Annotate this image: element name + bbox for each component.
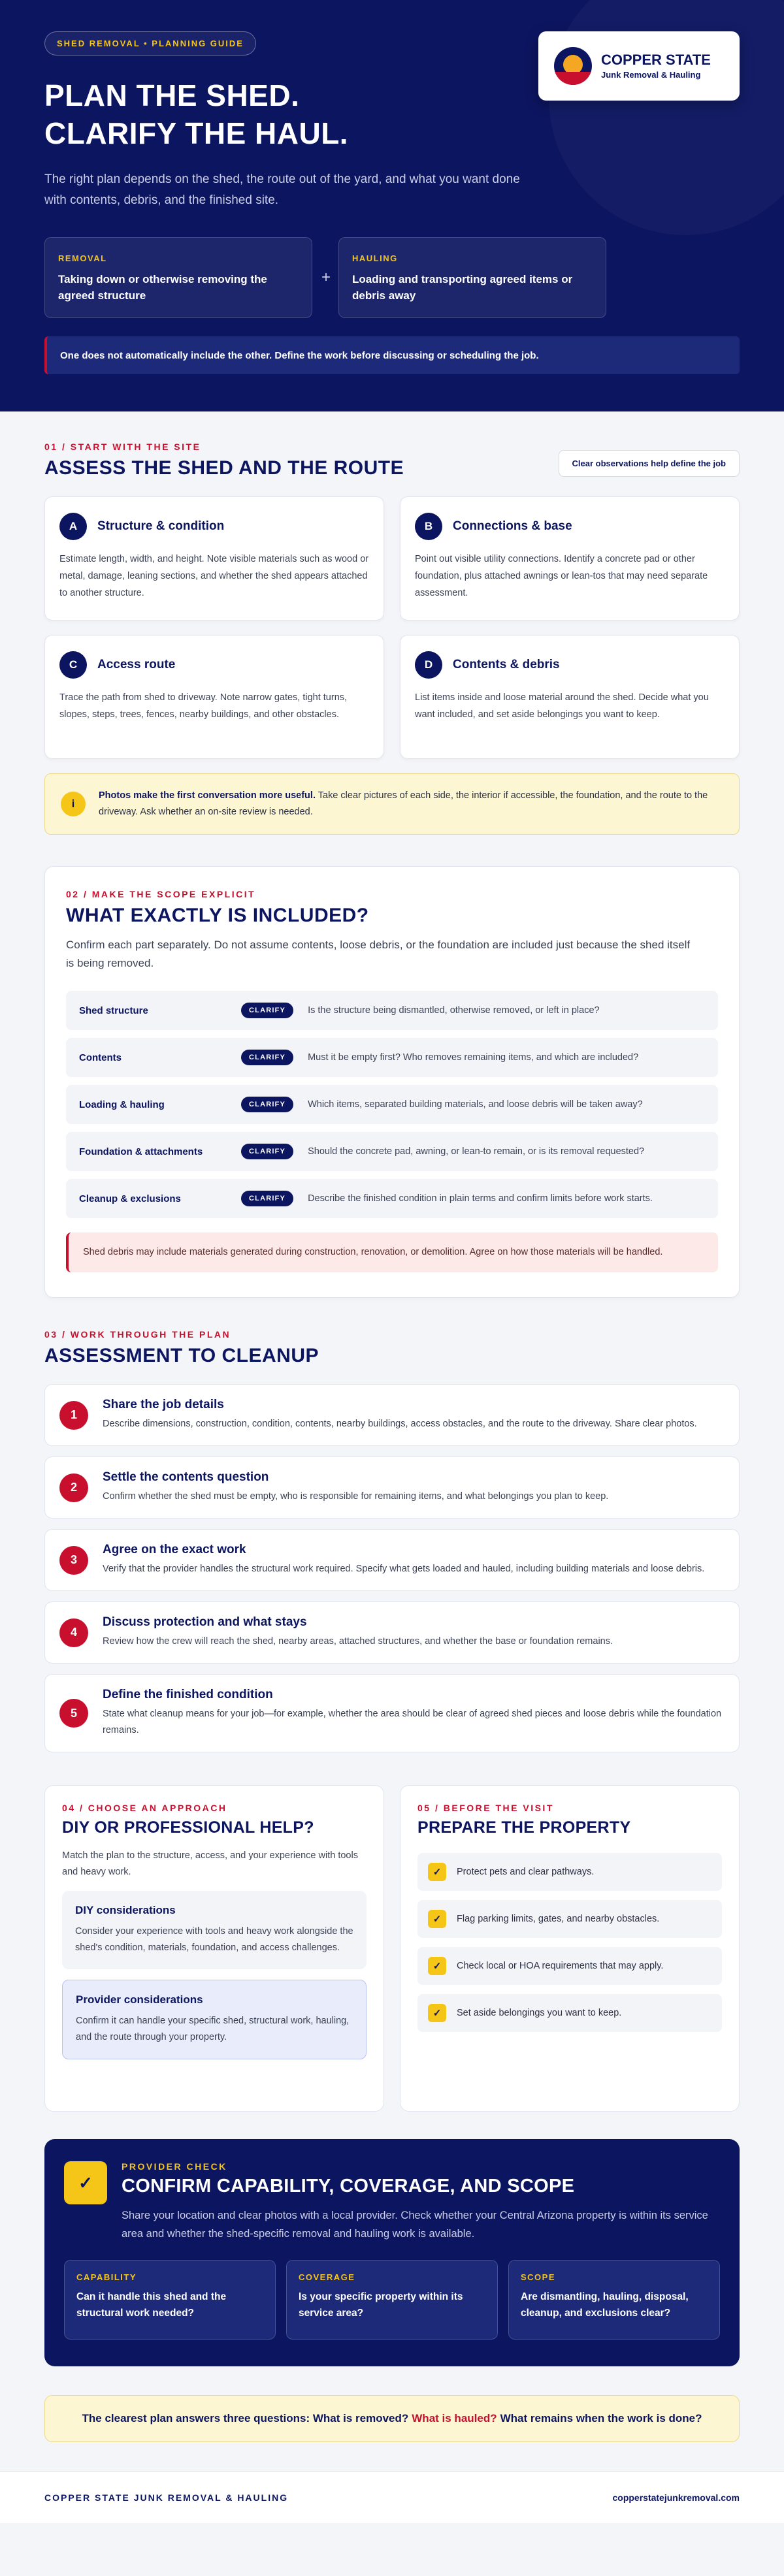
step-item (44, 1384, 740, 1446)
page-footer (0, 2471, 784, 2523)
assess-grid (44, 496, 740, 759)
section-kicker: PROVIDER CHECK (122, 2161, 227, 2172)
checklist-text: Flag parking limits, gates, and nearby obstacles. (457, 1914, 660, 1924)
checklist-text: Set aside belongings you want to keep. (457, 2008, 622, 2018)
scope-row-name: Foundation & attachments (79, 1146, 203, 1157)
diy-body: Consider your experience with tools and heavy work alongside the shed's condition, materials, foundation, and access challenges. (75, 1926, 353, 1953)
diy-box (62, 1891, 367, 1969)
scope-row-text: Must it be empty first? Who removes remaining items, and which are included? (308, 1052, 639, 1063)
checklist-text: Check local or HOA requirements that may apply. (457, 1961, 664, 1971)
clarify-badge: CLARIFY (241, 1191, 293, 1206)
step-title: Share the job details (103, 1398, 224, 1411)
section-kicker: 01 / START WITH THE SITE (44, 442, 201, 452)
card-label: COVERAGE (299, 2272, 355, 2282)
assess-card (400, 496, 740, 620)
letter-badge: B (415, 513, 442, 540)
removal-card (44, 237, 312, 318)
definition-row (44, 237, 740, 318)
hauling-card (338, 237, 606, 318)
check-icon: ✓ (428, 2004, 446, 2022)
scope-row-name: Shed structure (79, 1005, 148, 1016)
hauling-text: Loading and transporting agreed items or debris away (352, 273, 573, 302)
scope-row (66, 991, 718, 1030)
card-body: Trace the path from shed to driveway. Note narrow gates, tight turns, slopes, steps, trees, fences, nearby buildings, and other obstacles. (59, 692, 348, 720)
section-kicker: 02 / MAKE THE SCOPE EXPLICIT (66, 889, 256, 899)
assess-section (44, 442, 740, 835)
step-body: Confirm whether the shed must be empty, who is responsible for remaining items, and what belongings you plan to keep. (103, 1491, 609, 1502)
assess-card (44, 635, 384, 759)
plus-icon: + (321, 268, 331, 286)
provider-title: Provider considerations (76, 1993, 203, 2006)
steps-list (44, 1384, 740, 1752)
approach-lead: Match the plan to the structure, access, and your experience with tools and heavy work. (62, 1850, 358, 1877)
section-title: ASSESSMENT TO CLEANUP (44, 1345, 319, 1366)
step-title: Define the finished condition (103, 1688, 273, 1701)
scope-row-name: Contents (79, 1052, 122, 1063)
card-title: Contents & debris (453, 658, 560, 671)
observations-chip: Clear observations help define the job (559, 450, 740, 477)
scope-lead: Confirm each part separately. Do not assume contents, loose debris, or the foundation are included just because the shed itself is being removed. (66, 939, 691, 969)
scope-row-name: Cleanup & exclusions (79, 1193, 181, 1204)
scope-rows (66, 991, 718, 1218)
step-body: Describe dimensions, construction, condition, contents, nearby buildings, access obstacles, and the route to the driveway. Share clear photos. (103, 1419, 697, 1429)
scope-row-text: Should the concrete pad, awning, or lean-to remain, or is its removal requested? (308, 1146, 645, 1157)
step-item (44, 1674, 740, 1752)
check-icon: ✓ (428, 1957, 446, 1975)
section-kicker: 05 / BEFORE THE VISIT (417, 1803, 554, 1813)
assess-card (400, 635, 740, 759)
checklist-item (417, 1947, 722, 1985)
tip-rest: Take clear pictures of each side, the interior if accessible, the foundation, and the route to the driveway. Ask whether an on-site review is needed. (99, 790, 708, 817)
card-body: List items inside and loose material around the shed. Decide what you want included, and set aside belongings you want to keep. (415, 692, 709, 720)
clarify-badge: CLARIFY (241, 1144, 293, 1159)
check-icon: ✓ (428, 1910, 446, 1928)
provider-box (62, 1980, 367, 2059)
coverage-card (286, 2260, 498, 2340)
sunset-logo-icon (554, 47, 592, 85)
hero-note: One does not automatically include the other. Define the work before discussing or scheduling the job. (44, 336, 740, 374)
section-title: CONFIRM CAPABILITY, COVERAGE, AND SCOPE (122, 2176, 575, 2197)
card-text: Is your specific property within its service area? (299, 2291, 463, 2319)
debris-note: Shed debris may include materials generated during construction, renovation, or demolition. Agree on how those materials will be handled. (66, 1232, 718, 1272)
provider-lead: Share your location and clear photos with a local provider. Check whether your Central Arizona property is within its service area and whether the shed-specific removal and hauling work is available. (122, 2210, 708, 2240)
footer-brand: COPPER STATE JUNK REMOVAL & HAULING (44, 2492, 289, 2503)
scope-row (66, 1179, 718, 1218)
letter-badge: D (415, 651, 442, 679)
letter-badge: C (59, 651, 87, 679)
checklist-item (417, 1900, 722, 1938)
section-kicker: 04 / CHOOSE AN APPROACH (62, 1803, 227, 1813)
checklist (417, 1853, 722, 2032)
steps-section (44, 1329, 740, 1752)
card-label: CAPABILITY (76, 2272, 137, 2282)
brand-logo[interactable] (538, 31, 740, 101)
title-line-1: PLAN THE SHED. (44, 78, 300, 112)
removal-label: REMOVAL (58, 253, 107, 263)
step-body: Verify that the provider handles the structural work required. Specify what gets loaded and hauled, including building materials and loose debris. (103, 1564, 705, 1574)
footer-website-link[interactable]: copperstatejunkremoval.com (612, 2492, 740, 2503)
logo-name: COPPER STATE (601, 51, 711, 68)
approach-card (44, 1785, 384, 2112)
check-icon: ✓ (428, 1863, 446, 1881)
section-kicker: 03 / WORK THROUGH THE PLAN (44, 1329, 231, 1340)
step-title: Settle the contents question (103, 1470, 269, 1484)
scope-row-text: Which items, separated building materials, and loose debris will be taken away? (308, 1099, 643, 1110)
step-number: 3 (59, 1546, 88, 1575)
card-title: Structure & condition (97, 519, 225, 533)
card-text: Are dismantling, hauling, disposal, cleanup, and exclusions clear? (521, 2291, 689, 2319)
closing-part-1: The clearest plan answers three questions: What is removed? (82, 2412, 409, 2424)
step-number: 4 (59, 1618, 88, 1647)
provider-check (44, 2139, 740, 2366)
assess-card (44, 496, 384, 620)
scope-row-text: Is the structure being dismantled, otherwise removed, or left in place? (308, 1005, 600, 1016)
step-number: 1 (59, 1401, 88, 1430)
scope-row (66, 1132, 718, 1171)
step-body: Review how the crew will reach the shed, nearby areas, attached structures, and whether the base or foundation remains. (103, 1636, 613, 1647)
closing-highlight: What is hauled? (412, 2412, 497, 2424)
guide-pill: SHED REMOVAL • PLANNING GUIDE (44, 31, 256, 56)
step-title: Agree on the exact work (103, 1543, 246, 1556)
checklist-item (417, 1994, 722, 2032)
removal-text: Taking down or otherwise removing the agreed structure (58, 273, 267, 302)
card-label: SCOPE (521, 2272, 556, 2282)
checkmark-icon: ✓ (64, 2161, 107, 2204)
hauling-label: HAULING (352, 253, 398, 263)
step-title: Discuss protection and what stays (103, 1615, 307, 1629)
scope-row-text: Describe the finished condition in plain terms and confirm limits before work starts. (308, 1193, 653, 1204)
scope-row (66, 1085, 718, 1124)
scope-row-name: Loading & hauling (79, 1099, 165, 1110)
info-icon: i (61, 792, 86, 816)
step-number: 5 (59, 1699, 88, 1728)
clarify-badge: CLARIFY (241, 1050, 293, 1065)
scope-card (508, 2260, 720, 2340)
section-title: ASSESS THE SHED AND THE ROUTE (44, 457, 404, 479)
checklist-item (417, 1853, 722, 1891)
provider-cards (64, 2260, 720, 2340)
closing-part-2: What remains when the work is done? (500, 2412, 702, 2424)
photo-tip (44, 773, 740, 835)
tip-bold: Photos make the first conversation more useful. (99, 790, 316, 801)
main-content (0, 442, 784, 2442)
logo-tagline: Junk Removal & Hauling (601, 70, 701, 80)
prepare-card (400, 1785, 740, 2112)
card-body: Estimate length, width, and height. Note visible materials such as wood or metal, damage, leaning sections, and whether the shed appears attached to another structure. (59, 554, 369, 598)
closing-banner (44, 2395, 740, 2442)
checklist-text: Protect pets and clear pathways. (457, 1867, 595, 1877)
card-title: Access route (97, 658, 176, 671)
two-column-row (44, 1785, 740, 2112)
capability-card (64, 2260, 276, 2340)
scope-section (44, 866, 740, 1298)
hero-banner (0, 0, 784, 411)
clarify-badge: CLARIFY (241, 1003, 293, 1018)
section-title: WHAT EXACTLY IS INCLUDED? (66, 905, 369, 926)
card-text: Can it handle this shed and the structural work needed? (76, 2291, 227, 2319)
letter-badge: A (59, 513, 87, 540)
step-item (44, 1602, 740, 1664)
scope-row (66, 1038, 718, 1077)
section-title: PREPARE THE PROPERTY (417, 1818, 631, 1837)
tip-text (99, 788, 723, 820)
card-body: Point out visible utility connections. Identify a concrete pad or other foundation, plus attached awnings or lean-tos that may need separate assessment. (415, 554, 708, 598)
provider-body: Confirm it can handle your specific shed, structural work, hauling, and the route through your property. (76, 2016, 350, 2042)
title-line-2: CLARIFY THE HAUL. (44, 116, 349, 150)
hero-lead: The right plan depends on the shed, the route out of the yard, and what you want done with contents, debris, and the finished site. (44, 172, 520, 207)
section-title: DIY OR PROFESSIONAL HELP? (62, 1818, 314, 1837)
step-number: 2 (59, 1473, 88, 1502)
clarify-badge: CLARIFY (241, 1097, 293, 1112)
card-title: Connections & base (453, 519, 572, 533)
step-item (44, 1529, 740, 1591)
step-item (44, 1457, 740, 1519)
diy-title: DIY considerations (75, 1904, 176, 1916)
step-body: State what cleanup means for your job—for example, whether the area should be clear of agreed shed pieces and loose debris while the foundation remains. (103, 1709, 722, 1735)
